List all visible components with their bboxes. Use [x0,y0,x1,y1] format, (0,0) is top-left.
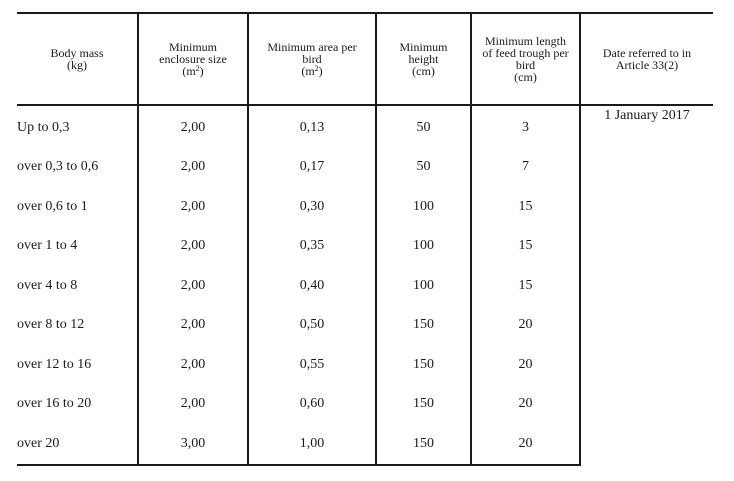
cell-area-per-bird: 0,50 [248,306,376,346]
cell-height: 150 [376,424,471,465]
table-header [17,13,713,105]
header-min-height: Minimum height (cm) [376,13,471,105]
cell-body-mass: over 1 to 4 [17,238,78,254]
cell-body-mass: over 8 to 12 [17,317,85,333]
cell-body-mass: over 20 [17,424,138,465]
cell-height: 150 [376,345,471,385]
cell-body-mass: Up to 0,3 [17,119,70,135]
cell-area-per-bird: 0,30 [248,187,376,227]
header-date-referred: Date referred to in Article 33(2) [580,13,713,105]
cell-area-per-bird: 0,55 [248,345,376,385]
cell-enclosure-size: 2,00 [138,148,248,188]
enclosure-requirements-table [17,12,713,466]
cell-area-per-bird: 0,13 [248,105,376,148]
cell-feed-trough: 20 [471,385,580,425]
cell-enclosure-size: 2,00 [138,266,248,306]
cell-date: 1 January 2017 [580,105,713,465]
cell-enclosure-size: 2,00 [138,385,248,425]
cell-height: 100 [376,187,471,227]
cell-enclosure-size: 2,00 [138,227,248,267]
cell-body-mass: over 16 to 20 [17,396,92,412]
cell-area-per-bird: 0,17 [248,148,376,188]
cell-body-mass: over 4 to 8 [17,277,78,293]
table-row [17,105,713,148]
table-body [17,105,713,465]
cell-feed-trough: 15 [471,187,580,227]
header-min-feed-trough-length: Minimum length of feed trough per bird (cm) [471,13,580,105]
cell-feed-trough: 15 [471,266,580,306]
cell-height: 150 [376,385,471,425]
cell-feed-trough: 15 [471,227,580,267]
cell-height: 100 [376,227,471,267]
header-row [17,13,713,105]
cell-feed-trough: 20 [471,345,580,385]
cell-enclosure-size: 2,00 [138,345,248,385]
cell-enclosure-size: 3,00 [138,424,248,465]
header-min-enclosure-size: Minimum enclosure size $(m^2)$ [138,13,248,105]
cell-feed-trough: 20 [471,424,580,465]
cell-feed-trough: 20 [471,306,580,346]
header-body-mass: Body mass (kg) [17,13,138,105]
cell-body-mass: over 12 to 16 [17,356,92,372]
cell-enclosure-size: 2,00 [138,306,248,346]
cell-body-mass: over 0,6 to 1 [17,198,88,214]
cell-area-per-bird: 1,00 [248,424,376,465]
cell-enclosure-size: 2,00 [138,187,248,227]
cell-height: 50 [376,105,471,148]
header-unit: $(m^2)$ [301,64,323,78]
cell-area-per-bird: 0,60 [248,385,376,425]
cell-height: 100 [376,266,471,306]
cell-feed-trough: 3 [471,105,580,148]
cell-enclosure-size: 2,00 [138,105,248,148]
cell-feed-trough: 7 [471,148,580,188]
cell-body-mass: over 0,3 to 0,6 [17,159,99,175]
cell-height: 150 [376,306,471,346]
header-min-area-per-bird: Minimum area per bird $(m^2)$ [248,13,376,105]
cell-area-per-bird: 0,40 [248,266,376,306]
cell-area-per-bird: 0,35 [248,227,376,267]
cell-height: 50 [376,148,471,188]
header-unit: $(m^2)$ [182,64,204,78]
